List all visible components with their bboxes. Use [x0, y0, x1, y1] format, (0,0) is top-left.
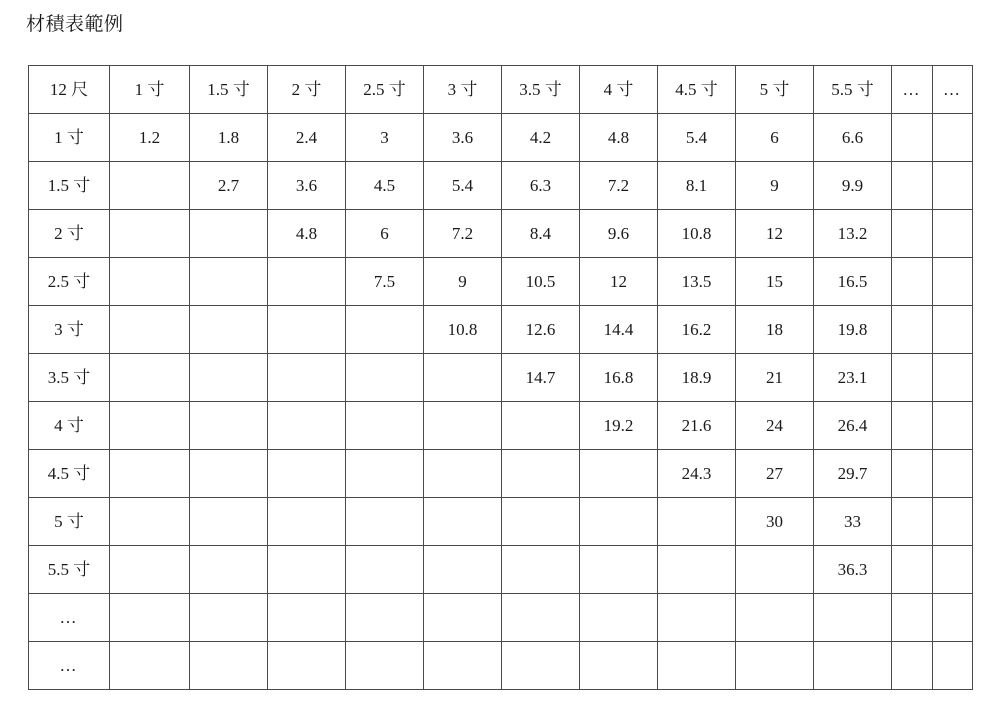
row-header-ellipsis: … [29, 594, 110, 642]
table-cell [268, 258, 346, 306]
table-row [29, 546, 973, 594]
table-cell [268, 402, 346, 450]
table-cell: 4.2 [502, 114, 580, 162]
table-row [29, 258, 973, 306]
table-cell: 12 [736, 210, 814, 258]
table-cell [933, 402, 973, 450]
table-cell [580, 642, 658, 690]
table-row [29, 498, 973, 546]
row-header-ellipsis: … [29, 642, 110, 690]
table-cell [110, 498, 190, 546]
table-cell [658, 498, 736, 546]
page-title: 材積表範例 [26, 14, 124, 35]
row-header: 2 寸 [29, 210, 110, 258]
table-row [29, 402, 973, 450]
table-cell [190, 642, 268, 690]
table-body [29, 66, 973, 690]
table-cell: 30 [736, 498, 814, 546]
table-cell [110, 162, 190, 210]
table-cell: 12.6 [502, 306, 580, 354]
table-cell: 5.4 [658, 114, 736, 162]
row-header: 2.5 寸 [29, 258, 110, 306]
table-cell [110, 642, 190, 690]
table-cell [424, 354, 502, 402]
table-cell: 27 [736, 450, 814, 498]
table-cell [814, 642, 892, 690]
table-cell [892, 498, 933, 546]
table-cell [892, 306, 933, 354]
column-header-ellipsis: … [892, 66, 933, 114]
table-cell: 6.6 [814, 114, 892, 162]
table-cell [268, 498, 346, 546]
column-header: 4.5 寸 [658, 66, 736, 114]
table-cell: 4.5 [346, 162, 424, 210]
table-cell: 8.4 [502, 210, 580, 258]
column-header: 3 寸 [424, 66, 502, 114]
table-cell: 8.1 [658, 162, 736, 210]
table-cell: 7.5 [346, 258, 424, 306]
table-cell [424, 498, 502, 546]
table-cell: 9.6 [580, 210, 658, 258]
table-cell [892, 402, 933, 450]
column-header: 2 寸 [268, 66, 346, 114]
table-row [29, 594, 973, 642]
table-cell [424, 594, 502, 642]
table-cell [268, 306, 346, 354]
table-cell: 15 [736, 258, 814, 306]
table-cell: 23.1 [814, 354, 892, 402]
table-cell [190, 450, 268, 498]
table-cell: 10.8 [424, 306, 502, 354]
row-header: 3 寸 [29, 306, 110, 354]
table-cell [736, 594, 814, 642]
table-cell: 12 [580, 258, 658, 306]
table-cell [424, 450, 502, 498]
table-cell [346, 402, 424, 450]
table-cell: 29.7 [814, 450, 892, 498]
table-cell [933, 450, 973, 498]
table-cell: 33 [814, 498, 892, 546]
table-cell [736, 642, 814, 690]
row-header: 1.5 寸 [29, 162, 110, 210]
table-cell [190, 306, 268, 354]
table-cell [190, 498, 268, 546]
table-corner-header: 12 尺 [29, 66, 110, 114]
table-cell [933, 162, 973, 210]
table-cell [658, 546, 736, 594]
table-cell: 13.5 [658, 258, 736, 306]
column-header: 5 寸 [736, 66, 814, 114]
table-cell [346, 642, 424, 690]
table-cell [346, 498, 424, 546]
table-cell [110, 402, 190, 450]
table-cell [933, 546, 973, 594]
table-cell: 21.6 [658, 402, 736, 450]
table-cell [110, 306, 190, 354]
table-cell: 7.2 [424, 210, 502, 258]
table-cell [892, 162, 933, 210]
table-cell: 1.2 [110, 114, 190, 162]
volume-table-container [28, 65, 972, 690]
table-cell [110, 450, 190, 498]
table-cell: 14.7 [502, 354, 580, 402]
table-cell [190, 258, 268, 306]
table-cell: 4.8 [268, 210, 346, 258]
table-cell [110, 354, 190, 402]
table-cell: 6 [736, 114, 814, 162]
table-cell: 1.8 [190, 114, 268, 162]
table-cell [346, 354, 424, 402]
table-row [29, 450, 973, 498]
table-cell [190, 402, 268, 450]
table-cell: 6 [346, 210, 424, 258]
table-cell: 7.2 [580, 162, 658, 210]
table-cell [580, 546, 658, 594]
table-cell [933, 210, 973, 258]
table-cell: 16.5 [814, 258, 892, 306]
column-header: 4 寸 [580, 66, 658, 114]
table-cell [346, 450, 424, 498]
row-header: 4.5 寸 [29, 450, 110, 498]
table-cell: 6.3 [502, 162, 580, 210]
table-cell [268, 354, 346, 402]
table-cell [814, 594, 892, 642]
table-cell: 19.8 [814, 306, 892, 354]
table-row [29, 354, 973, 402]
table-cell [268, 642, 346, 690]
column-header: 2.5 寸 [346, 66, 424, 114]
column-header-ellipsis: … [933, 66, 973, 114]
table-cell [892, 642, 933, 690]
table-cell: 16.2 [658, 306, 736, 354]
table-cell [580, 498, 658, 546]
row-header: 1 寸 [29, 114, 110, 162]
table-cell [892, 210, 933, 258]
table-cell: 36.3 [814, 546, 892, 594]
table-cell [580, 450, 658, 498]
table-row [29, 642, 973, 690]
table-cell [190, 546, 268, 594]
table-cell [190, 210, 268, 258]
table-cell: 10.5 [502, 258, 580, 306]
table-cell: 10.8 [658, 210, 736, 258]
table-cell [110, 258, 190, 306]
volume-table [28, 65, 973, 690]
table-cell [502, 546, 580, 594]
table-cell: 19.2 [580, 402, 658, 450]
table-cell [268, 450, 346, 498]
table-cell [190, 594, 268, 642]
row-header: 4 寸 [29, 402, 110, 450]
table-cell [892, 594, 933, 642]
table-cell: 13.2 [814, 210, 892, 258]
table-cell [933, 306, 973, 354]
table-cell: 21 [736, 354, 814, 402]
row-header: 5.5 寸 [29, 546, 110, 594]
table-cell [933, 594, 973, 642]
table-cell [580, 594, 658, 642]
table-cell [892, 546, 933, 594]
table-row [29, 306, 973, 354]
table-cell [892, 114, 933, 162]
table-cell: 3.6 [424, 114, 502, 162]
table-cell [502, 450, 580, 498]
column-header: 5.5 寸 [814, 66, 892, 114]
table-cell [933, 114, 973, 162]
table-cell [268, 546, 346, 594]
table-header-row [29, 66, 973, 114]
table-cell: 18.9 [658, 354, 736, 402]
table-cell [424, 546, 502, 594]
row-header: 3.5 寸 [29, 354, 110, 402]
table-cell: 5.4 [424, 162, 502, 210]
table-cell: 18 [736, 306, 814, 354]
table-cell [502, 642, 580, 690]
table-row [29, 114, 973, 162]
table-cell [736, 546, 814, 594]
table-cell [892, 354, 933, 402]
table-cell: 2.4 [268, 114, 346, 162]
table-row [29, 162, 973, 210]
table-cell [892, 258, 933, 306]
table-cell: 14.4 [580, 306, 658, 354]
table-row [29, 210, 973, 258]
table-cell [190, 354, 268, 402]
table-cell: 9 [736, 162, 814, 210]
table-cell: 3.6 [268, 162, 346, 210]
table-cell [933, 642, 973, 690]
row-header: 5 寸 [29, 498, 110, 546]
table-cell [502, 498, 580, 546]
table-cell: 24 [736, 402, 814, 450]
column-header: 3.5 寸 [502, 66, 580, 114]
table-cell: 4.8 [580, 114, 658, 162]
table-cell: 26.4 [814, 402, 892, 450]
table-cell [110, 210, 190, 258]
column-header: 1.5 寸 [190, 66, 268, 114]
table-cell: 24.3 [658, 450, 736, 498]
column-header: 1 寸 [110, 66, 190, 114]
table-cell [892, 450, 933, 498]
table-cell [424, 402, 502, 450]
table-cell [424, 642, 502, 690]
table-cell [658, 642, 736, 690]
table-cell [268, 594, 346, 642]
table-cell: 16.8 [580, 354, 658, 402]
table-cell [346, 306, 424, 354]
table-cell [346, 594, 424, 642]
table-cell [502, 402, 580, 450]
table-cell [933, 258, 973, 306]
table-cell [346, 546, 424, 594]
table-cell [502, 594, 580, 642]
table-cell [110, 594, 190, 642]
table-cell: 2.7 [190, 162, 268, 210]
table-cell: 9.9 [814, 162, 892, 210]
table-cell [933, 354, 973, 402]
table-cell: 9 [424, 258, 502, 306]
table-cell: 3 [346, 114, 424, 162]
table-cell [933, 498, 973, 546]
table-cell [110, 546, 190, 594]
table-cell [658, 594, 736, 642]
